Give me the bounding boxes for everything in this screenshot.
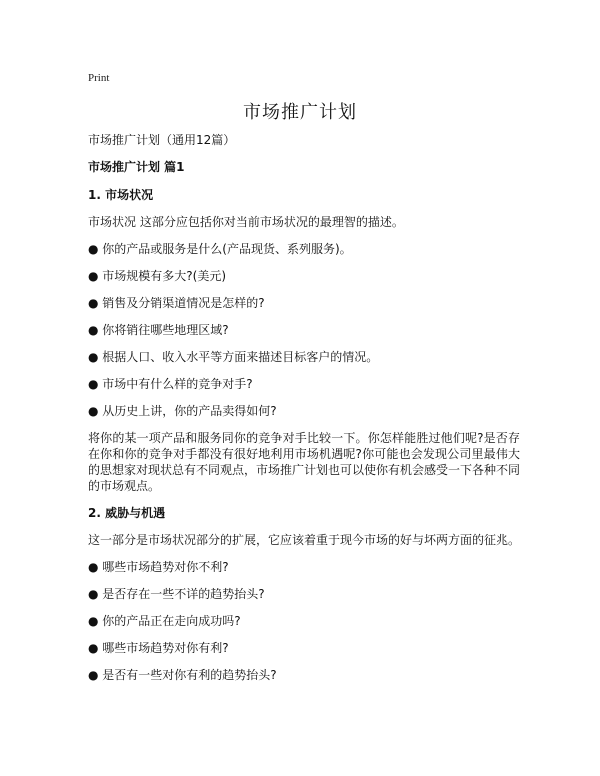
paragraph-comparison: 将你的某一项产品和服务同你的竞争对手比较一下。你怎样能胜过他们呢?是否存在你和你的竞争对手都没有很好地利用市场机遇呢?你可能也会发现公司里最伟大的思想家对现状总有不同观点，市场推广计划也可以使你有机会感受一下各种不同的市场观点。: [88, 431, 521, 493]
subheading-threats-opportunities: 2. 威胁与机遇: [88, 506, 166, 520]
bullet-item: ● 你的产品正在走向成功吗?: [88, 614, 241, 628]
bullet-item: ● 市场中有什么样的竞争对手?: [88, 377, 253, 391]
bullet-item: ● 根据人口、收入水平等方面来描述目标客户的情况。: [88, 350, 379, 364]
bullet-item: ● 你的产品或服务是什么(产品现货、系列服务)。: [88, 242, 352, 256]
paragraph-intro: 这一部分是市场状况部分的扩展，它应该着重于现今市场的好与坏两方面的征兆。: [88, 533, 521, 547]
bullet-item: ● 你将销往哪些地理区域?: [88, 323, 229, 337]
bullet-item: ● 哪些市场趋势对你不利?: [88, 560, 229, 574]
paragraph-intro: 市场状况 这部分应包括你对当前市场状况的最理智的描述。: [88, 215, 404, 229]
bullet-item: ● 市场规模有多大?(美元): [88, 269, 227, 283]
document-body: [88, 132, 520, 694]
document-subtitle: 市场推广计划（通用12篇）: [88, 133, 236, 147]
bullet-item: ● 是否有一些对你有利的趋势抬头?: [88, 668, 277, 682]
subheading-market-status: 1. 市场状况: [88, 188, 154, 202]
bullet-item: ● 哪些市场趋势对你有利?: [88, 641, 229, 655]
bullet-item: ● 是否存在一些不详的趋势抬头?: [88, 587, 265, 601]
bullet-item: ● 从历史上讲，你的产品卖得如何?: [88, 404, 277, 418]
section-heading: 市场推广计划 篇1: [88, 160, 185, 174]
bullet-item: ● 销售及分销渠道情况是怎样的?: [88, 296, 265, 310]
print-label[interactable]: Print: [88, 72, 110, 84]
document-title: 市场推广计划: [243, 102, 357, 123]
